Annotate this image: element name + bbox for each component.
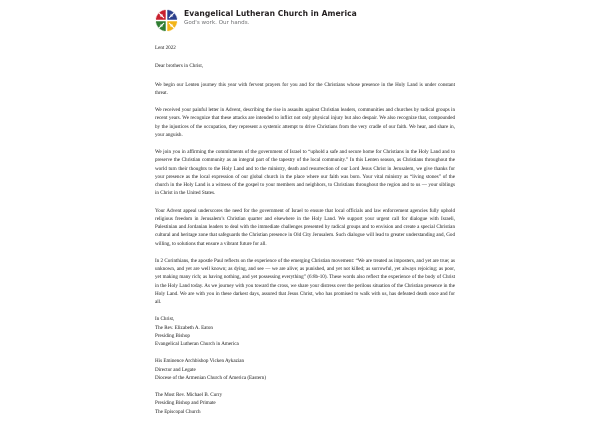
signatory-title: Presiding Bishop and Primate	[155, 400, 216, 407]
letterhead	[155, 8, 455, 32]
elca-cross-emblem-icon	[155, 9, 178, 32]
brand-text	[184, 8, 357, 27]
signature-block	[155, 315, 455, 416]
signatory-organization: The Episcopal Church	[155, 408, 201, 415]
body-paragraph: Your Advent appeal underscores the need for the government of Israel to ensure that local officials and law enforcement agencies fully uphold religious freedom in Jerusalem’s Christian quarter and elsewhere in the Holy Land. We support your urgent call for dialogue with Israeli, Palestinian and Jordanian leaders to deal with the immediate challenges presented by radical groups and to envision and create a special Christian cultural and heritage zone that safeguards the Christian presence in Old City Jerusalem. Such dialogue will lead to greater understanding and, God willing, to solutions that ensure a vibrant future for all.	[155, 207, 455, 247]
body-paragraph: We join you in affirming the commitments of the government of Israel to “uphold a safe and secure home for Christians in the Holy Land and to preserve the Christian community as an integral part of the tapestry of the local community.” In this Lenten season, as Christians throughout the world turn their thoughts to the Holy Land and to the ministry, death and resurrection of our Lord Jesus Christ in Jerusalem, we give thanks for your presence as the local expression of our global church in the place where our faith was born. Your vital ministry as “living stones” of the church in the Holy Land is a witness of the gospel to your members and neighbors, to Christians throughout the region and to us — your siblings in Christ in the United States.	[155, 149, 455, 197]
signatory-organization: Diocese of the Armenian Church of America (Eastern)	[155, 374, 267, 381]
body-paragraph: In 2 Corinthians, the apostle Paul reflects on the experience of the emerging Christian movement: “We are treated as imposters, and yet are true; as unknown, and yet are well known; as dying, and see — we are alive; as punished, and yet not killed; as sorrowful, yet always rejoicing; as poor, yet making many rich; as having nothing, and yet possessing everything” (6:8b-10). These words also reflect the experience of the body of Christ in the Holy Land today. As we journey with you toward the cross, we share your distress over the perilous situation of the Christian presence in the Holy Land. We are with you in these darkest days, assured that Jesus Christ, who has promised to walk with us, has defeated death once and for all.	[155, 257, 455, 305]
closing-phrase: In Christ,	[155, 316, 175, 323]
body-paragraph: We received your painful letter in Advent, describing the rise in assaults against Christian leaders, communities and churches by radical groups in recent years. We recognize that these attacks are intended to inflict not only physical injury but also despair. We also recognize that, compounded by the injustices of the occupation, they represent a systemic attempt to drive Christians from the very cradle of our faith. We hear, and share in, your anguish.	[155, 107, 455, 138]
signatory-title: Director and Legate	[155, 366, 196, 373]
signature-group	[155, 357, 455, 382]
signature-group	[155, 315, 455, 348]
signatory-name: The Rev. Elizabeth A. Eaton	[155, 324, 213, 331]
dateline: Lent 2022	[155, 45, 176, 51]
signatory-title: Presiding Bishop	[155, 332, 190, 339]
salutation: Dear brothers in Christ,	[155, 63, 204, 70]
signature-group	[155, 391, 455, 416]
signatory-name: The Most Rev. Michael B. Curry	[155, 392, 223, 398]
organization-tagline: God's work. Our hands.	[184, 20, 250, 27]
letter-body	[155, 8, 455, 425]
body-paragraph: We begin our Lenten journey this year with fervent prayers for you and for the Christians whose presence in the Holy Land is under constant threat.	[155, 81, 455, 96]
signatory-organization: Evangelical Lutheran Church in America	[155, 341, 239, 347]
signatory-name: His Eminence Archbishop Vicken Aykazian	[155, 358, 245, 365]
organization-name: Evangelical Lutheran Church in America	[184, 9, 357, 18]
